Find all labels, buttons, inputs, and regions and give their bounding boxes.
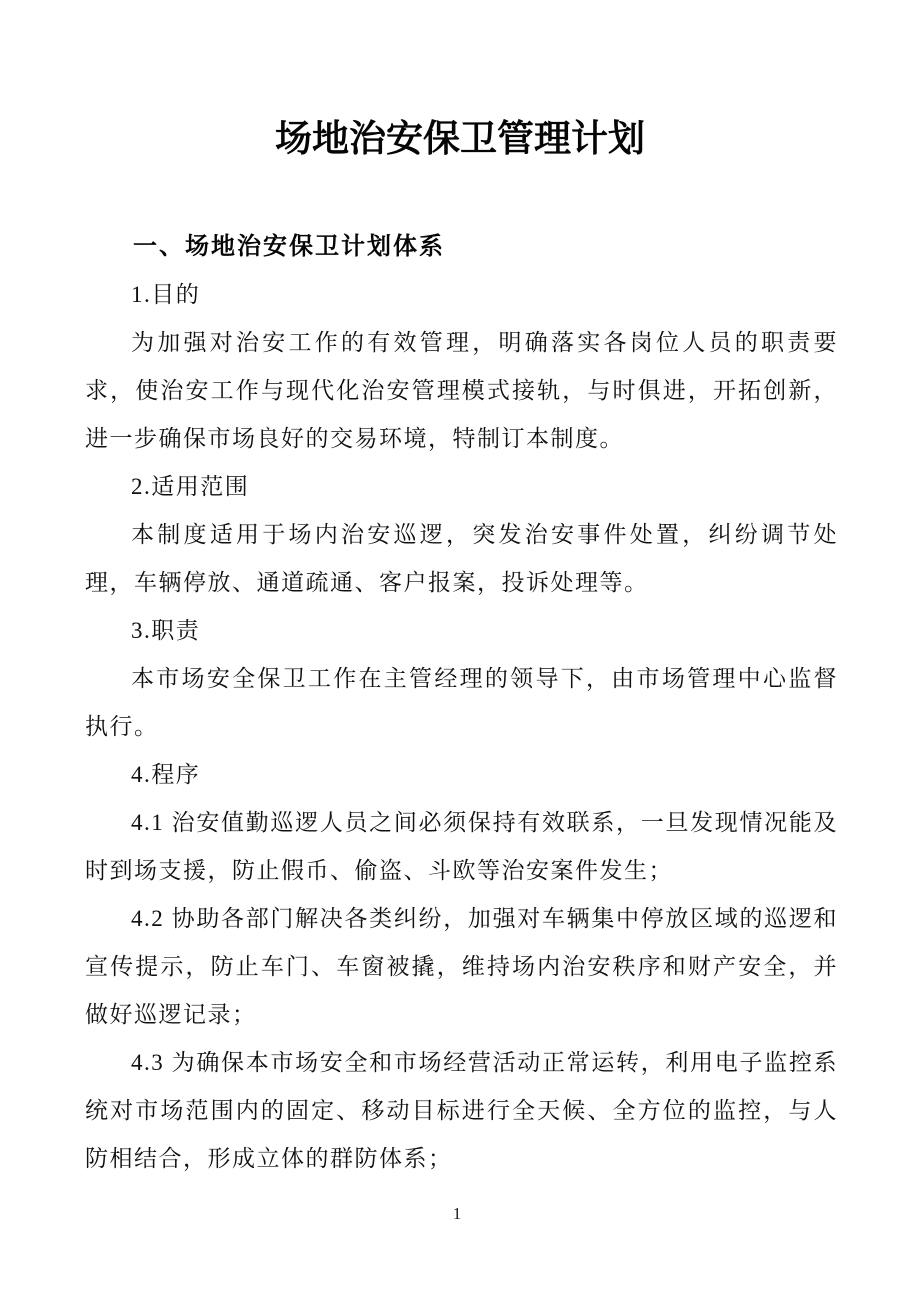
paragraph-procedure-4-2: 4.2 协助各部门解决各类纠纷，加强对车辆集中停放区域的巡逻和宣传提示，防止车门、车窗被撬，维持场内治安秩序和财产安全，并做好巡逻记录；: [85, 906, 838, 1027]
subheading-purpose: 1.目的: [131, 282, 201, 307]
paragraph-procedure-4-1: 4.1 治安值勤巡逻人员之间必须保持有效联系，一旦发现情况能及时到场支援，防止假币、偷盗、斗欧等治安案件发生；: [85, 810, 838, 883]
paragraph-purpose: 为加强对治安工作的有效管理，明确落实各岗位人员的职责要求，使治安工作与现代化治安管理模式接轨，与时俱进，开拓创新，进一步确保市场良好的交易环境，特制订本制度。: [85, 330, 838, 451]
paragraph-procedure-4-3: 4.3 为确保本市场安全和市场经营活动正常运转，利用电子监控系统对市场范围内的固定、移动目标进行全天候、全方位的监控，与人防相结合，形成立体的群防体系；: [85, 1050, 838, 1171]
subheading-scope: 2.适用范围: [131, 474, 250, 499]
document-body: [85, 223, 838, 1183]
subheading-responsibility: 3.职责: [131, 618, 201, 643]
paragraph-responsibility: 本市场安全保卫工作在主管经理的领导下，由市场管理中心监督执行。: [85, 666, 838, 739]
section-heading: 一、场地治安保卫计划体系: [133, 233, 445, 260]
document-title: 场地治安保卫管理计划: [275, 118, 645, 159]
paragraph-scope: 本制度适用于场内治安巡逻，突发治安事件处置，纠纷调节处理，车辆停放、通道疏通、客户报案，投诉处理等。: [85, 522, 838, 595]
page-number: 1: [452, 1204, 462, 1223]
subheading-procedure: 4.程序: [131, 762, 201, 787]
